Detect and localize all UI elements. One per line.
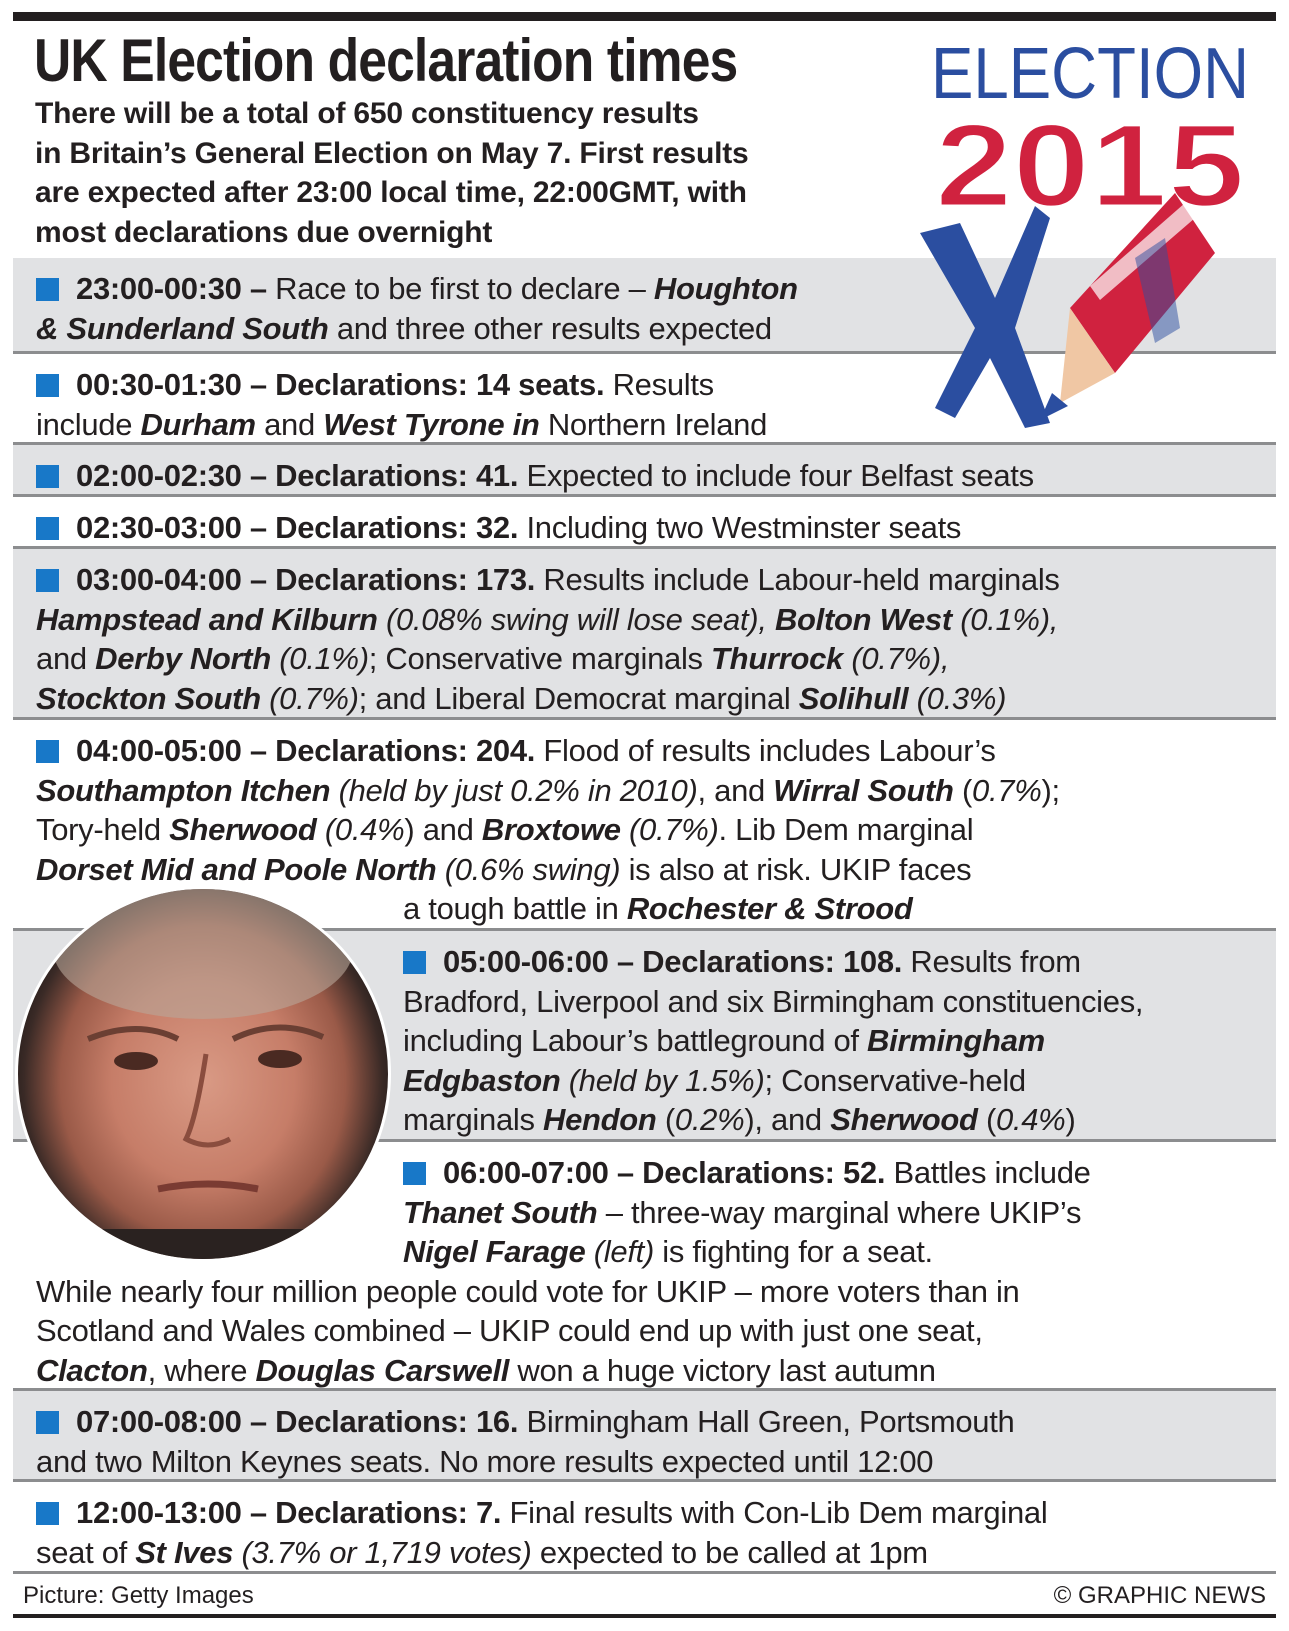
row-text-line <box>36 309 772 349</box>
row-text: Flood of results includes Labour’s <box>535 733 996 768</box>
row-text: and <box>255 406 324 442</box>
intro-line: are expected after 23:00 local time, 22:00GMT, with <box>35 176 747 209</box>
row-text: ( <box>953 772 973 808</box>
intro-line: There will be a total of 650 constituency results <box>35 97 699 130</box>
row-text: Hampstead and Kilburn <box>36 601 378 637</box>
row-text: Thanet South <box>403 1194 598 1230</box>
row-text: (0.6% swing) <box>436 851 621 887</box>
portrait-illustration <box>18 889 388 1259</box>
row-text: marginals <box>403 1102 543 1137</box>
row-text: Houghton <box>653 271 798 306</box>
row-text: West Tyrone in <box>323 406 540 442</box>
row-text-line <box>403 1100 1075 1140</box>
row-text: Derby North <box>95 641 271 676</box>
row-text-line <box>36 771 1060 811</box>
row-text: (0.4% <box>316 812 405 847</box>
copyright: © GRAPHIC NEWS <box>1053 1582 1266 1609</box>
row-text-line <box>36 1533 928 1573</box>
row-text-line <box>36 405 767 445</box>
row-text-line <box>36 456 1034 496</box>
row-text: Results <box>604 367 714 402</box>
row-text: ; and Liberal Democrat marginal <box>358 680 799 716</box>
row-text-line <box>403 942 1081 982</box>
row-text: While nearly four million people could vote for UKIP – more voters than in <box>36 1273 1020 1309</box>
row-text: Stockton South <box>36 680 261 716</box>
row-text: won a huge victory last autumn <box>509 1352 936 1388</box>
row-text: Sherwood <box>830 1102 978 1137</box>
row-text: (0.7%), <box>843 641 950 676</box>
logo-election-text: ELECTION <box>931 34 1249 114</box>
row-text: including Labour’s battleground of <box>403 1023 868 1058</box>
time-slot-heading: 03:00-04:00 – Declarations: 173. <box>76 562 536 597</box>
row-text: Battles include <box>885 1155 1091 1190</box>
row-text-line <box>36 560 1060 600</box>
row-text: ( <box>977 1102 996 1137</box>
row-text: 0.4% <box>995 1102 1066 1137</box>
blue-square-bullet-icon <box>36 374 59 397</box>
row-text-line <box>36 269 798 309</box>
row-text-line <box>36 679 1006 719</box>
row-text-line <box>36 600 1058 640</box>
election-2015-logo <box>920 28 1260 453</box>
row-text: Final results with Con-Lib Dem marginal <box>501 1495 1048 1530</box>
row-text: (0.1%), <box>951 601 1059 637</box>
row-text-line <box>36 810 973 850</box>
row-text: St Ives <box>135 1534 234 1570</box>
blue-square-bullet-icon <box>36 740 59 763</box>
row-text: seat of <box>36 1534 136 1570</box>
row-text-line <box>36 508 961 548</box>
row-text: Wirral South <box>773 772 954 808</box>
row-text: Scotland and Wales combined – UKIP could end up with just one seat, <box>36 1313 983 1348</box>
timeline-row <box>13 1482 1276 1574</box>
blue-square-bullet-icon <box>36 569 59 592</box>
row-text: , where <box>147 1352 256 1388</box>
row-text: is also at risk. UKIP faces <box>620 851 972 887</box>
row-text: ) and <box>404 812 482 847</box>
row-text-line <box>403 1061 1026 1101</box>
row-text: and two Milton Keynes seats. No more results expected until 12:00 <box>36 1443 934 1479</box>
row-text: Thurrock <box>711 641 844 676</box>
row-text-line <box>403 1153 1091 1193</box>
row-text: ) <box>1065 1102 1076 1137</box>
row-text: a tough battle in <box>403 891 627 926</box>
blue-square-bullet-icon <box>36 465 59 488</box>
intro-line: most declarations due overnight <box>35 215 493 249</box>
row-text: Results from <box>902 944 1081 979</box>
row-text: Hendon <box>543 1102 657 1137</box>
row-text: Broxtowe <box>481 812 621 847</box>
row-text: and three other results expected <box>328 310 772 346</box>
time-slot-heading: 12:00-13:00 – Declarations: 7. <box>76 1495 502 1530</box>
row-text: is fighting for a seat. <box>653 1234 933 1269</box>
row-text: (held by just 0.2% in 2010) <box>330 772 698 808</box>
ballot-x-mark <box>920 206 1050 428</box>
footer <box>13 1574 1276 1618</box>
time-slot-heading: 02:00-02:30 – Declarations: 41. <box>76 458 519 493</box>
timeline-row <box>13 549 1276 720</box>
time-slot-heading: 06:00-07:00 – Declarations: 52. <box>443 1155 886 1190</box>
row-text-line <box>403 1193 1081 1233</box>
row-text: ; Conservative marginals <box>368 641 712 676</box>
timeline-row <box>13 497 1276 549</box>
row-text: Including two Westminster seats <box>518 510 962 545</box>
row-text: (held by 1.5%) <box>560 1062 765 1098</box>
blue-square-bullet-icon <box>36 1502 59 1525</box>
row-text: (left) <box>585 1234 654 1269</box>
row-text-line <box>403 889 913 929</box>
row-text: Expected to include four Belfast seats <box>518 458 1034 493</box>
row-text: ), and <box>744 1102 831 1137</box>
row-text: Bradford, Liverpool and six Birmingham constituencies, <box>403 983 1144 1019</box>
time-slot-heading: 02:30-03:00 – Declarations: 32. <box>76 510 519 545</box>
nigel-farage-photo <box>15 886 391 1262</box>
row-text: include <box>36 406 141 442</box>
blue-square-bullet-icon <box>403 951 426 974</box>
intro-line: in Britain’s General Election on May 7. First results <box>35 136 749 170</box>
logo-graphic <box>920 28 1260 448</box>
row-text: Dorset Mid and Poole North <box>36 851 437 887</box>
row-text: (0.08% swing will lose seat), <box>377 601 775 637</box>
row-text: (0.7%) <box>260 680 359 716</box>
page-title: UK Election declaration times <box>34 27 738 94</box>
row-text: Nigel Farage <box>403 1234 586 1269</box>
row-text: 0.2% <box>674 1102 745 1137</box>
row-text: Birmingham <box>867 1023 1045 1058</box>
row-text: ( <box>656 1102 675 1137</box>
row-text: Clacton <box>36 1352 148 1388</box>
row-text-line <box>36 1351 936 1391</box>
row-text-line <box>403 1021 1045 1061</box>
row-text-line <box>36 1311 983 1351</box>
row-text: Tory-held <box>36 812 170 847</box>
row-text: Solihull <box>798 680 909 716</box>
intro-text <box>35 94 749 252</box>
row-text: Douglas Carswell <box>255 1352 510 1388</box>
row-text: Results include Labour-held marginals <box>535 562 1060 597</box>
logo-year-text: 2015 <box>935 100 1245 232</box>
row-text: – three-way marginal where UKIP’s <box>597 1194 1082 1230</box>
time-slot-heading: 23:00-00:30 – <box>76 271 276 306</box>
row-text-line <box>36 850 971 890</box>
blue-square-bullet-icon <box>36 1411 59 1434</box>
blue-square-bullet-icon <box>36 517 59 540</box>
row-text: (0.7%) <box>620 812 719 847</box>
row-text: Northern Ireland <box>539 406 768 442</box>
row-text: and <box>36 641 96 676</box>
row-text: Southampton Itchen <box>36 772 331 808</box>
time-slot-heading: 00:30-01:30 – Declarations: 14 seats. <box>76 367 605 402</box>
row-text: 0.7% <box>972 772 1042 808</box>
row-text-line <box>36 365 714 405</box>
row-text: Rochester & Strood <box>626 891 913 926</box>
row-text: Durham <box>140 406 256 442</box>
row-text-line <box>36 1493 1047 1533</box>
timeline-row <box>13 1391 1276 1482</box>
row-text: (3.7% or 1,719 votes) <box>233 1534 532 1570</box>
row-text-line <box>36 1272 1020 1312</box>
blue-square-bullet-icon <box>403 1162 426 1185</box>
row-text: Race to be first to declare – <box>275 271 654 306</box>
row-text: (0.3%) <box>908 680 1007 716</box>
row-text-line <box>36 1402 1015 1442</box>
row-text-line <box>36 1442 933 1482</box>
row-text-line <box>36 639 949 679</box>
row-text: Sherwood <box>169 812 317 847</box>
row-text: (0.1%) <box>270 641 369 676</box>
row-text: expected to be called at 1pm <box>531 1534 928 1570</box>
row-text: ; Conservative-held <box>764 1062 1026 1098</box>
time-slot-heading: 05:00-06:00 – Declarations: 108. <box>443 944 903 979</box>
row-text: ); <box>1041 772 1060 808</box>
time-slot-heading: 04:00-05:00 – Declarations: 204. <box>76 733 536 768</box>
row-text: . Lib Dem marginal <box>718 812 974 847</box>
top-rule <box>13 12 1276 21</box>
row-text-line <box>36 731 996 771</box>
row-text: & Sunderland South <box>36 310 329 346</box>
row-text: Bolton West <box>774 601 952 637</box>
row-text-line <box>403 1232 933 1272</box>
time-slot-heading: 07:00-08:00 – Declarations: 16. <box>76 1404 519 1439</box>
row-text: Edgbaston <box>403 1062 561 1098</box>
row-text-line <box>403 982 1143 1022</box>
blue-square-bullet-icon <box>36 278 59 301</box>
row-text: Birmingham Hall Green, Portsmouth <box>518 1404 1015 1439</box>
picture-credit: Picture: Getty Images <box>23 1582 254 1609</box>
row-text: , and <box>697 772 774 808</box>
